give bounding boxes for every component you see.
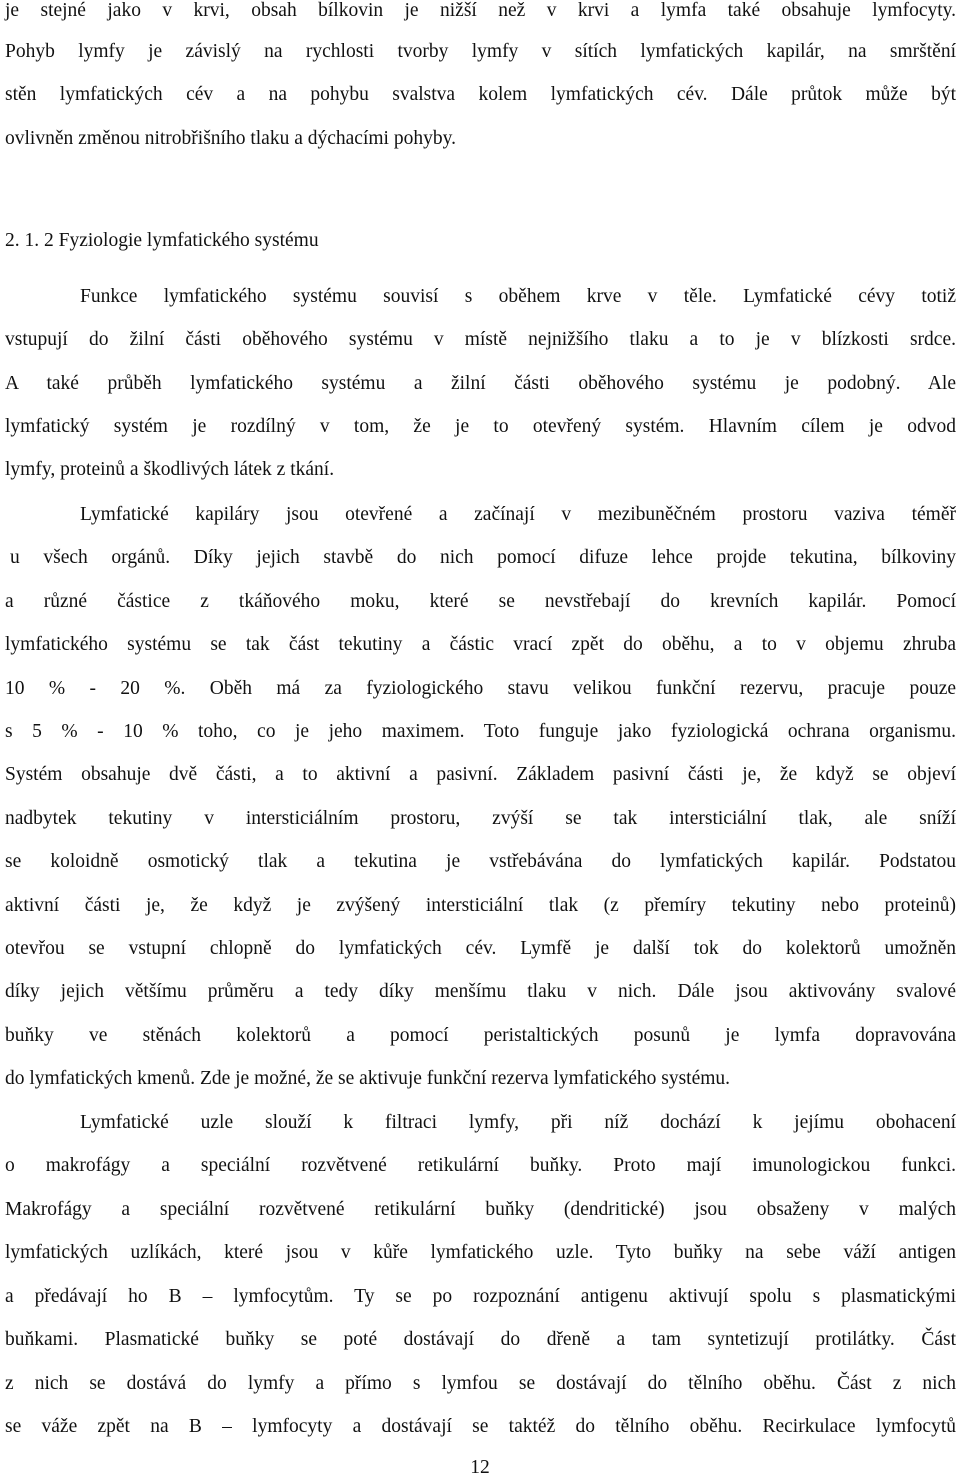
paragraph-3-line-2: u všech orgánů. Díky jejich stavbě do nich pomocí difuze lehce projde tekutina, bílkoviny xyxy=(10,547,956,568)
paragraph-3-line-13: buňky ve stěnách kolektorů a pomocí peristaltických posunů je lymfa dopravována xyxy=(5,1025,956,1046)
paragraph-1-line-1: je stejné jako v krvi, obsah bílkovin je nižší než v krvi a lymfa také obsahuje lymfocyty. xyxy=(5,0,956,21)
paragraph-1-line-3: stěn lymfatických cév a na pohybu svalstva kolem lymfatických cév. Dále průtok může být xyxy=(5,84,956,105)
paragraph-4-line-6: buňkami. Plasmatické buňky se poté dostávají do dřeně a tam syntetizují protilátky. Část xyxy=(5,1329,956,1350)
paragraph-4-line-4: lymfatických uzlíkách, které jsou v kůře lymfatického uzle. Tyto buňky na sebe váží antigen xyxy=(5,1242,956,1263)
paragraph-3-line-9: se koloidně osmotický tlak a tekutina je vstřebávána do lymfatických kapilár. Podstatou xyxy=(5,851,956,872)
paragraph-2-line-1: Funkce lymfatického systému souvisí s oběhem krve v těle. Lymfatické cévy totiž xyxy=(80,286,956,307)
paragraph-4-line-8: se váže zpět na B – lymfocyty a dostávají se taktéž do tělního oběhu. Recirkulace lymfocytů xyxy=(5,1416,956,1437)
paragraph-2-line-5: lymfy, proteinů a škodlivých látek z tkání. xyxy=(5,459,335,480)
paragraph-3-line-4: lymfatického systému se tak část tekutiny a částic vrací zpět do oběhu, a to v objemu zhruba xyxy=(5,634,956,655)
paragraph-3-line-8: nadbytek tekutiny v intersticiálním prostoru, zvýší se tak intersticiální tlak, ale sníží xyxy=(5,808,956,829)
paragraph-3-line-7: Systém obsahuje dvě části, a to aktivní a pasivní. Základem pasivní části je, že když se objeví xyxy=(5,764,956,785)
paragraph-4-line-1: Lymfatické uzle slouží k filtraci lymfy, při níž dochází k jejímu obohacení xyxy=(80,1112,956,1133)
paragraph-3-line-11: otevřou se vstupní chlopně do lymfatických cév. Lymfě je další tok do kolektorů umožněn xyxy=(5,938,956,959)
paragraph-3-line-14: do lymfatických kmenů. Zde je možné, že se aktivuje funkční rezerva lymfatického systému. xyxy=(5,1068,731,1089)
paragraph-3-line-6: s 5 % - 10 % toho, co je jeho maximem. Toto funguje jako fyziologická ochrana organismu. xyxy=(5,721,956,742)
paragraph-4-line-5: a předávají ho B – lymfocytům. Ty se po rozpoznání antigenu aktivují spolu s plasmatickými xyxy=(5,1286,956,1307)
paragraph-3-line-5: 10 % - 20 %. Oběh má za fyziologického stavu velikou funkční rezervu, pracuje pouze xyxy=(5,678,956,699)
paragraph-1-line-4: ovlivněn změnou nitrobřišního tlaku a dýchacími pohyby. xyxy=(5,128,456,149)
paragraph-3-line-12: díky jejich většímu průměru a tedy díky menšímu tlaku v nich. Dále jsou aktivovány svalové xyxy=(5,981,956,1002)
paragraph-4-line-3: Makrofágy a speciální rozvětvené retikulární buňky (dendritické) jsou obsaženy v malých xyxy=(5,1199,956,1220)
section-heading: 2. 1. 2 Fyziologie lymfatického systému xyxy=(5,230,319,251)
paragraph-3-line-1: Lymfatické kapiláry jsou otevřené a začínají v mezibuněčném prostoru vaziva téměř xyxy=(80,504,956,525)
paragraph-4-line-7: z nich se dostává do lymfy a přímo s lymfou se dostávají do tělního oběhu. Část z nich xyxy=(5,1373,956,1394)
paragraph-2-line-3: A také průběh lymfatického systému a žilní části oběhového systému je podobný. Ale xyxy=(5,373,956,394)
paragraph-2-line-4: lymfatický systém je rozdílný v tom, že je to otevřený systém. Hlavním cílem je odvod xyxy=(5,416,956,437)
page-number: 12 xyxy=(470,1457,490,1478)
paragraph-2-line-2: vstupují do žilní části oběhového systému v místě nejnižšího tlaku a to je v blízkosti srdce. xyxy=(5,329,956,350)
paragraph-4-line-2: o makrofágy a speciální rozvětvené retikulární buňky. Proto mají imunologickou funkci. xyxy=(5,1155,956,1176)
paragraph-1-line-2: Pohyb lymfy je závislý na rychlosti tvorby lymfy v sítích lymfatických kapilár, na smrštění xyxy=(5,41,956,62)
paragraph-3-line-3: a různé částice z tkáňového moku, které se nevstřebají do krevních kapilár. Pomocí xyxy=(5,591,956,612)
paragraph-3-line-10: aktivní části je, že když je zvýšený intersticiální tlak (z přemíry tekutiny nebo proteinů) xyxy=(5,895,956,916)
